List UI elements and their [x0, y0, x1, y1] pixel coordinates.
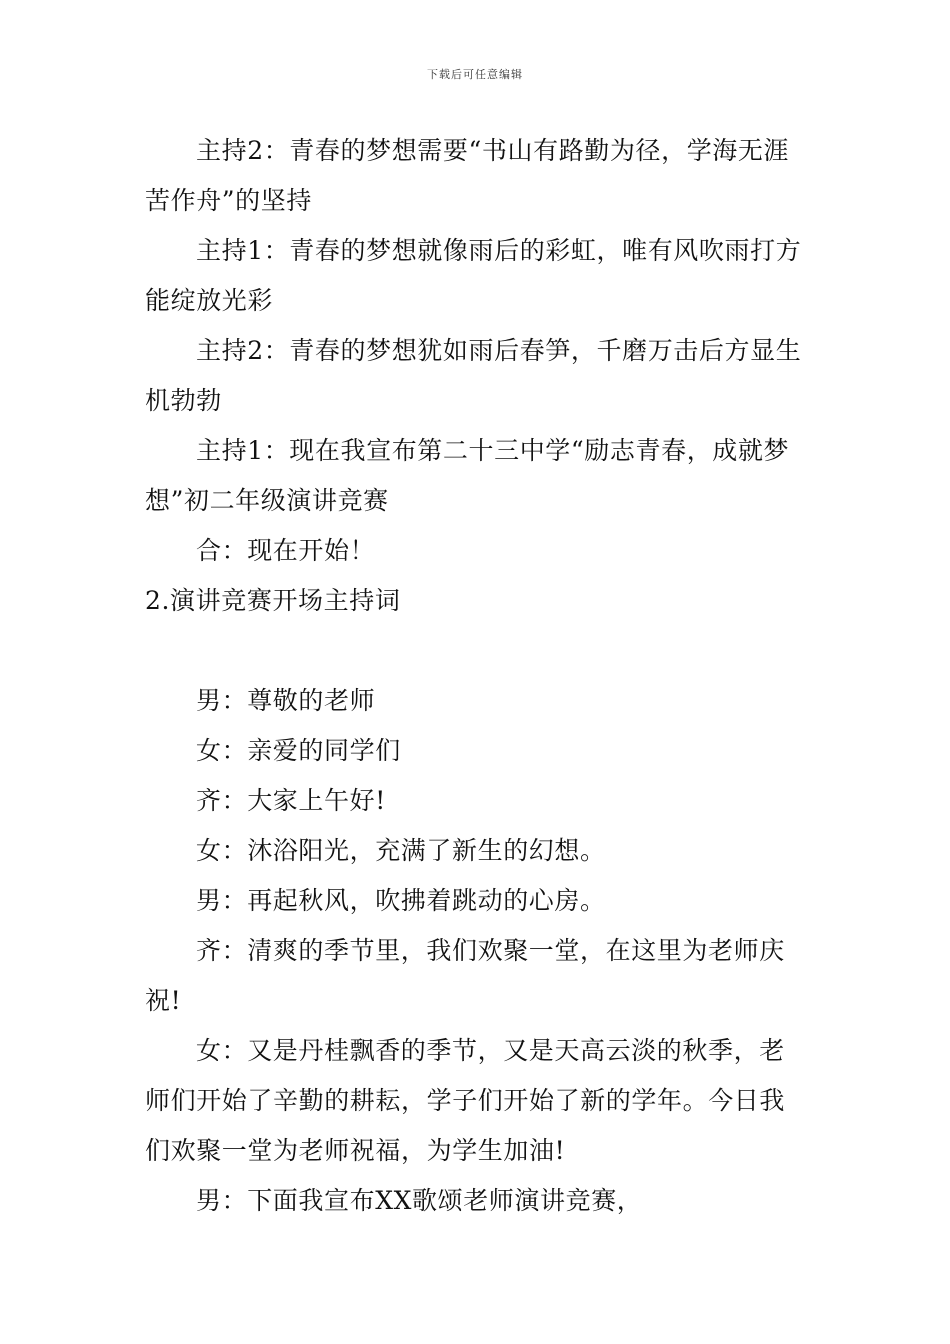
- paragraph-female-sunshine: 女：沐浴阳光，充满了新生的幻想。: [196, 836, 606, 865]
- paragraph-female-greeting: 女：亲爱的同学们: [196, 736, 401, 765]
- paragraph-together-greeting: 齐：大家上午好!: [196, 786, 386, 815]
- section-heading: 2.演讲竞赛开场主持词: [145, 586, 401, 615]
- paragraph-host2-line1: 主持2：青春的梦想需要“书山有路勤为径，学海无涯苦作舟”的坚持: [145, 136, 790, 215]
- paragraph-together-start: 合：现在开始！: [196, 536, 376, 565]
- paragraph-host2-line2: 主持2：青春的梦想犹如雨后春笋，千磨万击后方显生机勃勃: [145, 336, 802, 415]
- page-header-note: 下载后可任意编辑: [427, 68, 523, 81]
- paragraph-host1-announcement: 主持1：现在我宣布第二十三中学“励志青春，成就梦想”初二年级演讲竞赛: [145, 436, 790, 515]
- paragraph-male-autumn: 男：再起秋风，吹拂着跳动的心房。: [196, 886, 606, 915]
- document-body: [145, 126, 810, 1226]
- paragraph-female-season: 女：又是丹桂飘香的季节，又是天高云淡的秋季，老师们开始了辛勤的耕耘，学子们开始了新的学年。今日我们欢聚一堂为老师祝福，为学生加油!: [145, 1036, 786, 1165]
- paragraph-together-celebrate: 齐：清爽的季节里，我们欢聚一堂，在这里为老师庆祝!: [145, 936, 785, 1015]
- paragraph-host1-line1: 主持1：青春的梦想就像雨后的彩虹，唯有风吹雨打方能绽放光彩: [145, 236, 802, 315]
- paragraph-male-greeting: 男：尊敬的老师: [196, 686, 376, 715]
- paragraph-male-announce: 男：下面我宣布XX歌颂老师演讲竞赛，: [196, 1186, 643, 1215]
- blank-line: [145, 626, 810, 676]
